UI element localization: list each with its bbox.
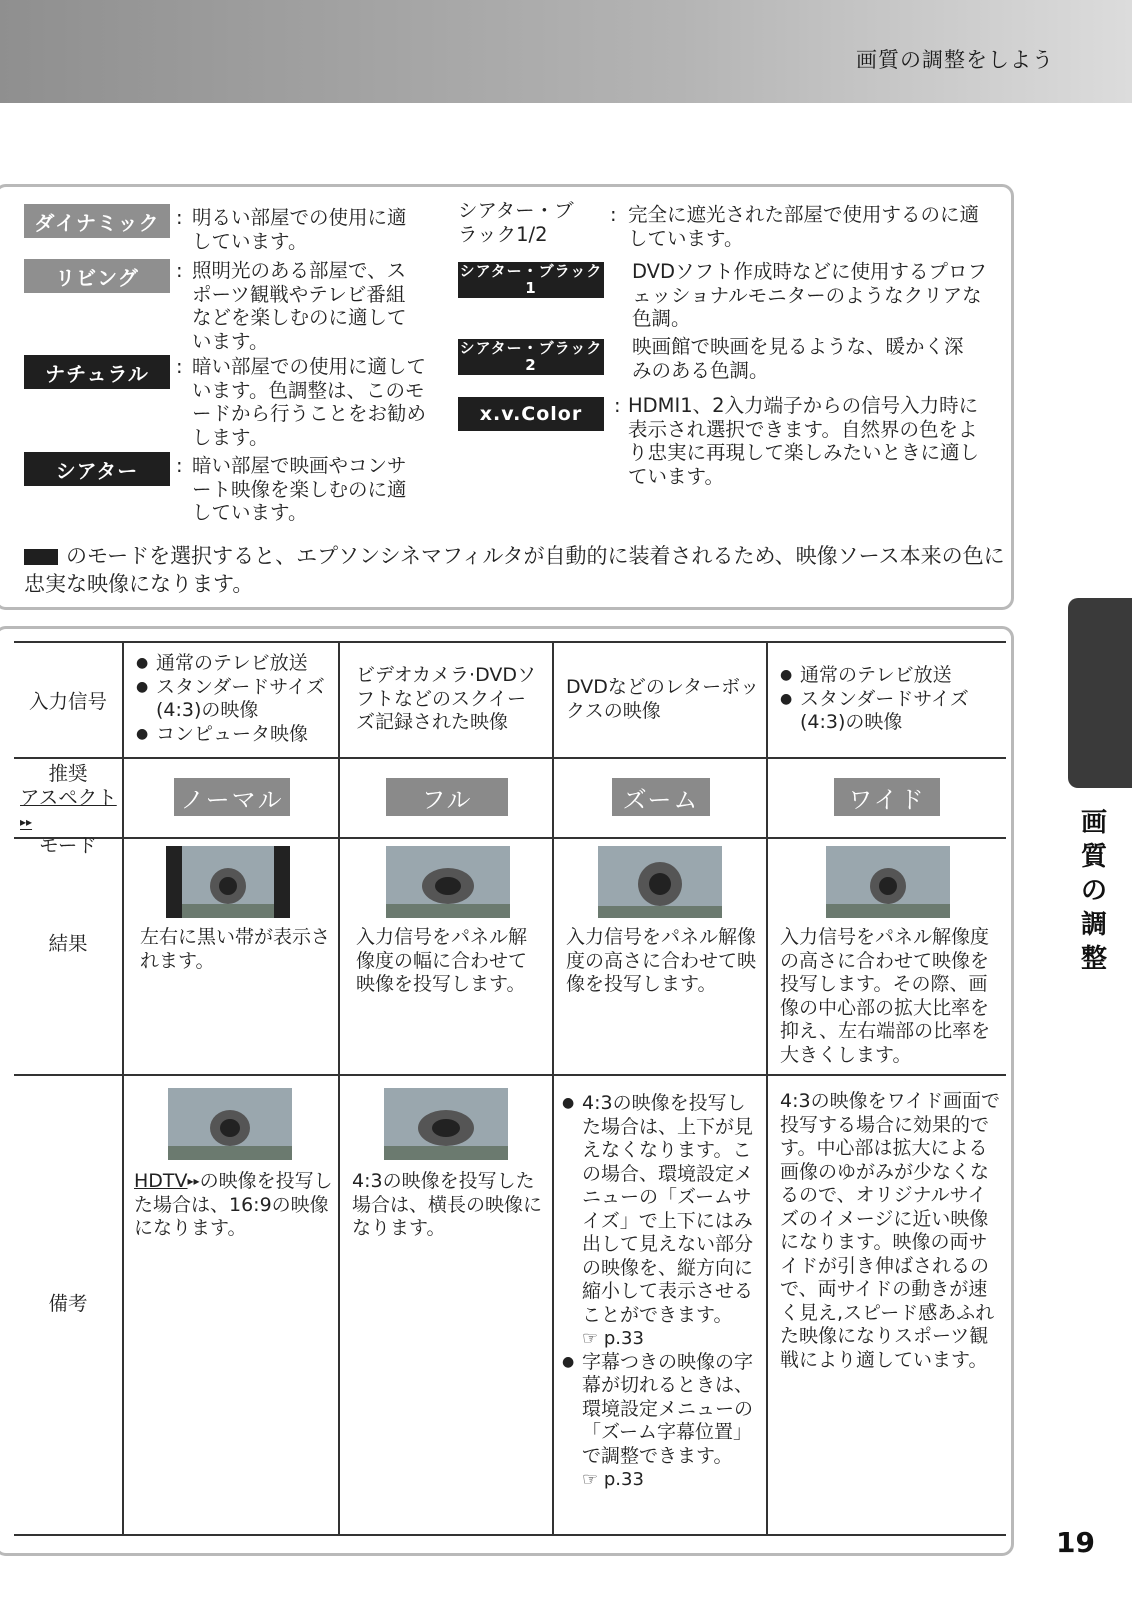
result-image-wide: [826, 846, 950, 918]
mode-desc-xvcolor: HDMI1、2入力端子からの信号入力時に表示され選択できます。自然界の色をより忠実に再現して楽しみたいときに適しています。: [628, 394, 980, 488]
page-ref-link[interactable]: ☞ p.33: [582, 1469, 644, 1490]
mode-desc-dynamic: 明るい部屋での使用に適しています。: [192, 206, 407, 253]
aspect-mode-wide: ワイド: [834, 778, 940, 816]
mode-tag-xvcolor: x.v.Color: [458, 397, 604, 431]
result-image-normal: [166, 846, 290, 918]
mode-label-theater-black-group: シアター・ブラック1/2: [458, 199, 574, 246]
input-full: ビデオカメラ·DVDソフトなどのスクイーズ記録された映像: [356, 664, 537, 733]
row-header-remarks: 備考: [48, 1292, 88, 1315]
mode-tag-theater-black1: シアター・ブラック1: [459, 262, 603, 297]
input-wide: ● 通常のテレビ放送 ● スタンダードサイズ(4:3)の映像: [780, 664, 994, 735]
input-normal: ● 通常のテレビ放送 ● スタンダードサイズ(4:3)の映像 ● コンピュータ映像: [136, 652, 334, 746]
mode-desc-natural: 暗い部屋での使用に適しています。色調整は、このモードから行うことをお勧めします。: [192, 355, 427, 449]
remarks-image-full: [384, 1088, 508, 1160]
mode-desc-theater-black2: 映画館で映画を見るような、暖かく深みのある色調。: [632, 335, 964, 382]
page-header-title: 画質の調整をしよう: [856, 48, 1054, 72]
aspect-mode-zoom: ズーム: [612, 778, 710, 816]
input-zoom: DVDなどのレターボックスの映像: [566, 676, 760, 722]
row-header-aspect: 推奨 アスペクト▸▸ モード: [20, 762, 117, 857]
mode-tag-theater-black2: シアター・ブラック2: [459, 339, 603, 374]
remarks-wide: 4:3の映像をワイド画面で投写する場合に効果的です。中心部は拡大による画像のゆがみが少なくなるので、オリジナルサイズのイメージに近い映像になります。映像の両サイドが引き伸ばされるので、両サイドの動きが速く見え,スピード感あふれた映像になりスポーツ観戦により適しています。: [780, 1090, 1001, 1371]
result-image-full: [386, 846, 510, 918]
result-zoom: 入力信号をパネル解像度の高さに合わせて映像を投写します。: [566, 926, 757, 995]
mode-desc-living: 照明光のある部屋で、スポーツ観戦やテレビ番組などを楽しむのに適しています。: [192, 259, 407, 353]
result-normal: 左右に黒い帯が表示されます。: [140, 926, 331, 972]
remarks-zoom: ● 4:3の映像を投写した場合は、上下が見えなくなります。この場合、環境設定メニューの「ズームサイズ」で上下にはみ出して見えない部分の映像を、縦方向に縮小して表示させることができます。 ☞ p.33 ● 字幕つきの映像の字幕が切れるときは、環境設定メニューの「ズーム字幕位置」で調整できます。 ☞ p.33: [562, 1092, 764, 1492]
mode-desc-theater-black-group: 完全に遮光された部屋で使用するのに適しています。: [628, 203, 980, 250]
mode-desc-theater: 暗い部屋で映画やコンサート映像を楽しむのに適しています。: [192, 454, 407, 524]
filter-note: のモードを選択すると、エプソンシネマフィルタが自動的に装着されるため、映像ソース本来の色に忠実な映像になります。: [24, 544, 1005, 596]
chapter-tab: [1068, 598, 1132, 788]
chapter-label: 画質の調整: [1080, 808, 1107, 974]
mode-tag-theater: シアター: [24, 452, 170, 486]
result-wide: 入力信号をパネル解像度の高さに合わせて映像を投写します。その際、画像の中心部の拡大比率を抑え、左右端部の比率を大きくします。: [780, 926, 991, 1066]
mode-desc-theater-black1: DVDソフト作成時などに使用するプロフェッショナルモニターのようなクリアな色調。: [632, 260, 988, 330]
mode-tag-living: リビング: [24, 259, 170, 293]
hdtv-link[interactable]: HDTV: [134, 1170, 188, 1192]
row-header-result: 結果: [48, 932, 88, 955]
page-number: 19: [1056, 1526, 1095, 1559]
row-header-input: 入力信号: [28, 690, 107, 713]
remarks-image-normal: [168, 1088, 292, 1160]
mode-tag-natural: ナチュラル: [24, 355, 170, 389]
page-header-band: [0, 0, 1132, 103]
page-ref-link[interactable]: ☞ p.33: [582, 1328, 644, 1349]
mode-tag-dynamic: ダイナミック: [24, 204, 170, 238]
black-square-marker: [24, 549, 58, 565]
result-image-zoom: [598, 846, 722, 918]
aspect-mode-full: フル: [386, 778, 508, 816]
remarks-normal: HDTV▸▸の映像を投写した場合は、16:9の映像になります。: [134, 1170, 333, 1239]
aspect-mode-normal: ノーマル: [174, 778, 290, 816]
remarks-full: 4:3の映像を投写した場合は、横長の映像になります。: [352, 1170, 543, 1239]
result-full: 入力信号をパネル解像度の幅に合わせて映像を投写します。: [356, 926, 528, 995]
